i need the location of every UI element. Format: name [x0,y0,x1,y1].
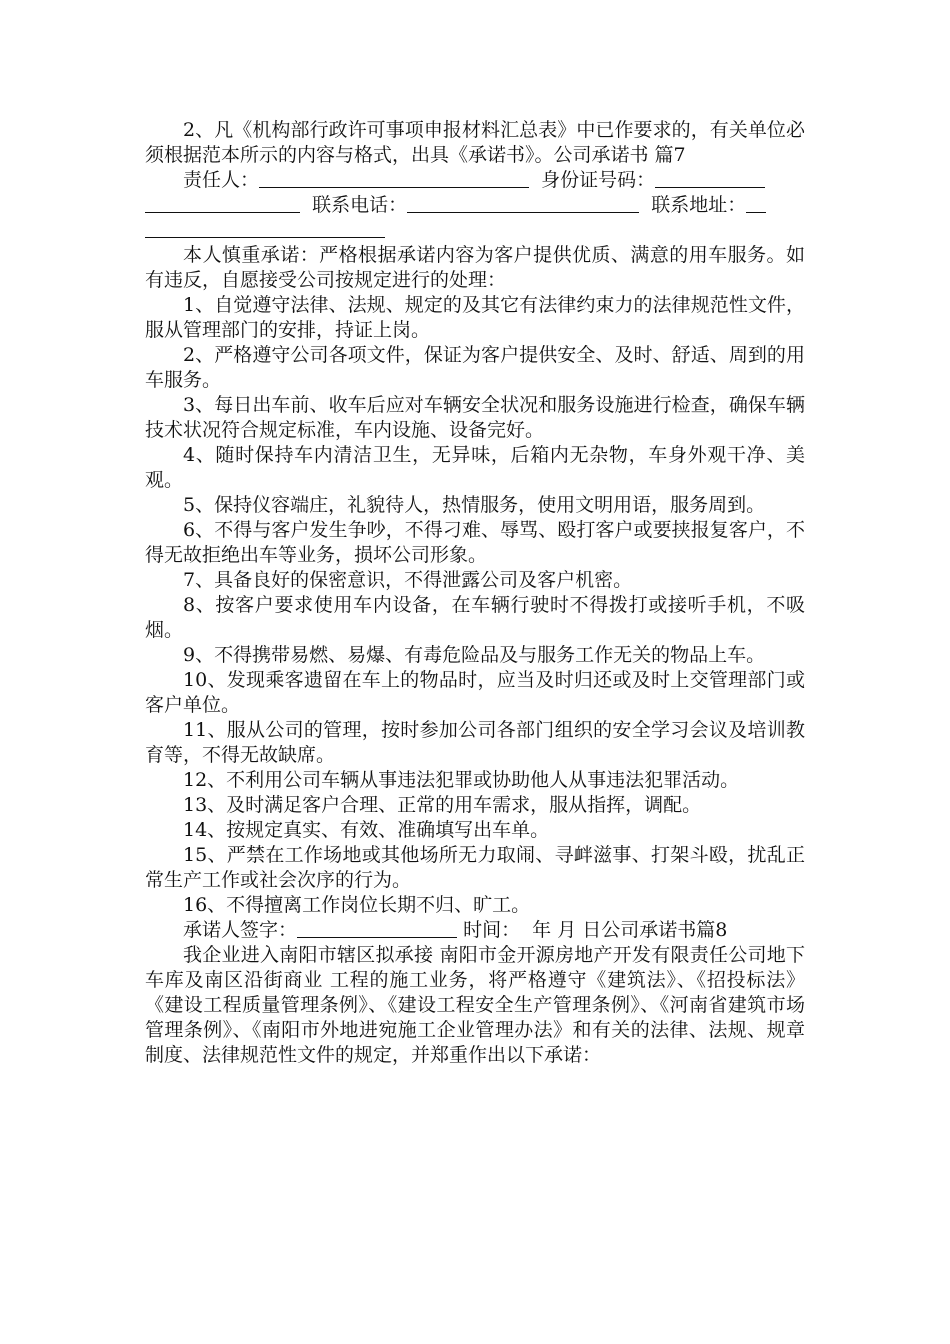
section7-item: 1、自觉遵守法律、法规、规定的及其它有法律约束力的法律规范性文件，服从管理部门的安排，持证上岗。 [145,294,805,341]
section7-item: 14、按规定真实、有效、准确填写出车单。 [183,819,550,841]
signature-blank [297,919,457,938]
section7-item: 4、随时保持车内清洁卫生，无异味，后箱内无杂物，车身外观干净、美观。 [145,444,805,491]
time-label: 时间： [463,919,521,941]
id-blank [655,169,765,188]
intro-paragraph-2: 2、凡《机构部行政许可事项申报材料汇总表》中已作要求的，有关单位必须根据范本所示的内容与格式，出具《承诺书》。公司承诺书 篇7 [145,119,805,166]
section7-item: 10、发现乘客遗留在车上的物品时，应当及时归还或及时上交管理部门或客户单位。 [145,669,805,716]
section7-item: 5、保持仪容端庄，礼貌待人，热情服务，使用文明用语，服务周到。 [183,494,766,516]
address-blank-continued [145,219,385,238]
signature-line [145,918,805,943]
signature-label: 承诺人签字： [183,919,298,941]
responsible-label: 责任人： [183,169,260,191]
section7-item: 9、不得携带易燃、易爆、有毒危险品及与服务工作无关的物品上车。 [183,644,766,666]
section8-intro: 我企业进入南阳市辖区拟承接 南阳市金开源房地产开发有限责任公司地下车库及南区沿街商业 工程的施工业务，将严格遵守《建筑法》、《招投标法》《建设工程质量管理条例》、《建设工程安全生产管理条例》、《河南省建筑市场管理条例》、《南阳市外地进宛施工企业管理办法》和有关的法律、法规、规章制度、法律规范性文件的规定，并郑重作出以下承诺： [145,944,805,1066]
section7-intro: 本人慎重承诺：严格根据承诺内容为客户提供优质、满意的用车服务。如有违反，自愿接受公司按规定进行的处理： [145,244,805,291]
section7-item: 2、严格遵守公司各项文件，保证为客户提供安全、及时、舒适、周到的用车服务。 [145,344,805,391]
phone-label: 联系电话： [312,194,408,216]
section7-item: 8、按客户要求使用车内设备，在车辆行驶时不得拨打或接听手机，不吸烟。 [145,594,805,641]
form-line-2 [145,193,805,218]
phone-blank [407,194,639,213]
form-line-1 [145,168,805,193]
id-label: 身份证号码： [541,169,656,191]
section7-item: 16、不得擅离工作岗位长期不归、旷工。 [183,894,531,916]
section7-item: 11、服从公司的管理，按时参加公司各部门组织的安全学习会议及培训教育等，不得无故缺席。 [145,719,805,766]
address-label: 联系地址： [651,194,747,216]
section7-item: 15、严禁在工作场地或其他场所无力取闹、寻衅滋事、打架斗殴，扰乱正常生产工作或社会次序的行为。 [145,844,805,891]
id-blank-continued [145,194,300,213]
section7-item: 3、每日出车前、收车后应对车辆安全状况和服务设施进行检查，确保车辆技术状况符合规定标准，车内设施、设备完好。 [145,394,805,441]
responsible-blank [259,169,529,188]
address-blank [746,194,766,213]
section7-item: 12、不利用公司车辆从事违法犯罪或协助他人从事违法犯罪活动。 [183,769,740,791]
document-page [145,118,805,1068]
section7-item: 13、及时满足客户合理、正常的用车需求，服从指挥，调配。 [183,794,702,816]
form-line-3 [145,218,805,243]
section7-item: 6、不得与客户发生争吵，不得刁难、辱骂、殴打客户或要挟报复客户，不得无故拒绝出车等业务，损坏公司形象。 [145,519,805,566]
section7-item: 7、具备良好的保密意识，不得泄露公司及客户机密。 [183,569,633,591]
date-text: 年 月 日公司承诺书篇8 [532,919,728,941]
